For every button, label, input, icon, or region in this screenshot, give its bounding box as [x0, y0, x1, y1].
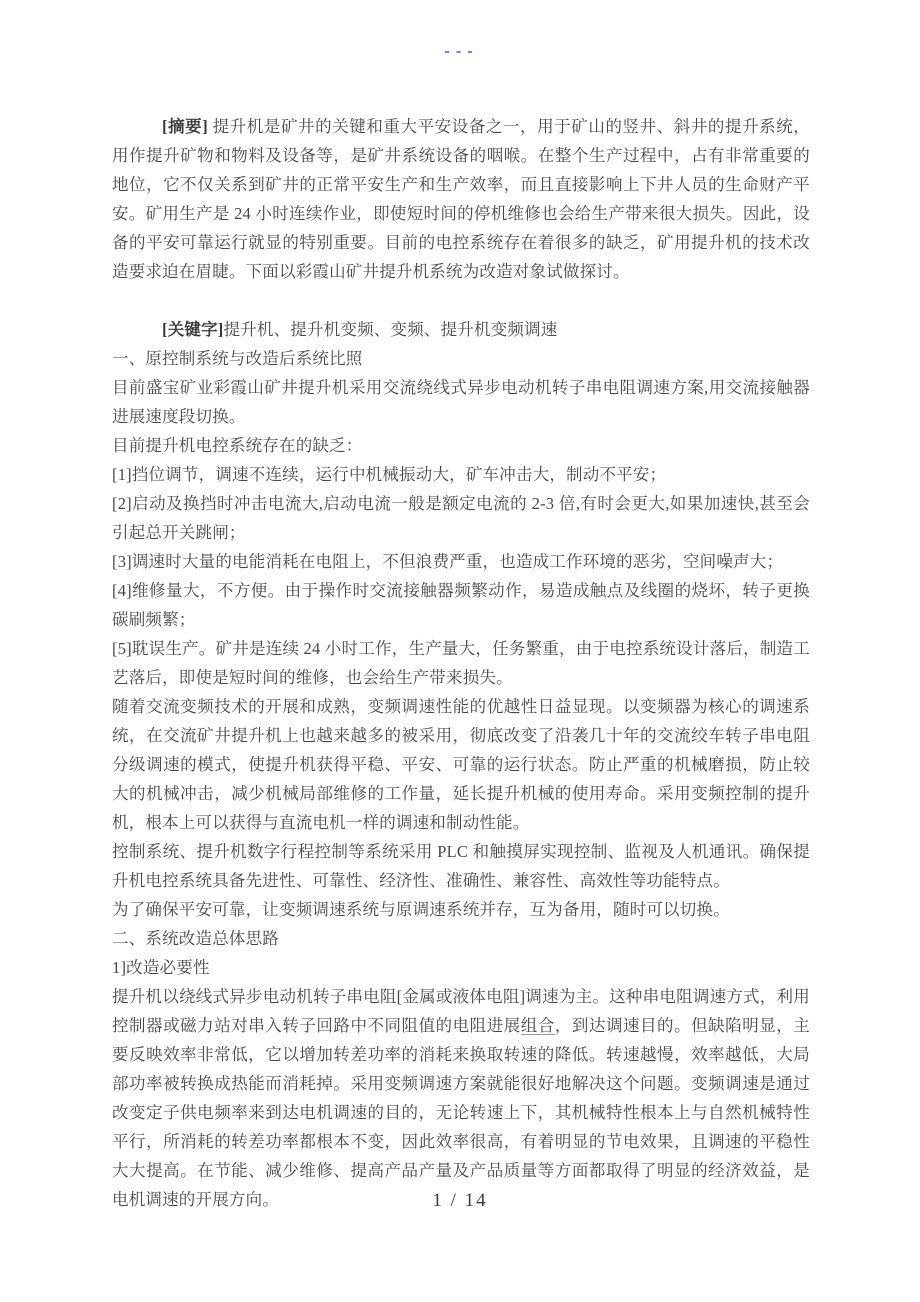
document-body [112, 112, 810, 1214]
section1-intro-paragraph: 目前盛宝矿业彩霞山矿井提升机采用交流绕线式异步电动机转子串电阻调速方案,用交流接触器进展速度段切换。 [112, 378, 810, 426]
keywords-text: 提升机、提升机变频、变频、提升机变频调速 [223, 320, 558, 339]
necessity-text-part1: 提升机以绕线式异步电动机转子串电阻[金属或液体电阻]调速为主。这种串电阻调速方式，利用控制器或磁力站对串入转子回路中不同阻值的电阻进展 [112, 987, 810, 1035]
necessity-text-part2: ，到达调速目的。但缺陷明显，主要反映效率非常低，它以增加转差功率的消耗来换取转速的降低。转速越慢，效率越低，大局部功率被转换成热能而消耗掉。采用变频调速方案就能很好地解决这个问题。变频调速是通过改变定子供电频率来到达电机调速的目的，无论转速上下，其机械特性根本上与自然机械特性平行，所消耗的转差功率都根本不变，因此效率很高，有着明显的节电效果，且调速的平稳性大大提高。在节能、减少维修、提高产品产量及产品质量等方面都取得了明显的经济效益，是电机调速的开展方向。 [112, 1016, 811, 1209]
necessity-underlined-word: 组合 [520, 1016, 555, 1035]
section2-subheading: 1]改造必要性 [112, 958, 210, 977]
defect-item-2: [2]启动及换挡时冲击电流大,启动电流一般是额定电流的 2-3 倍,有时会更大,如果加速快,甚至会引起总开关跳闸； [112, 494, 810, 542]
defect-item-4: [4]维修量大，不方便。由于操作时交流接触器频繁动作，易造成触点及线圈的烧坏，转子更换碳刷频繁； [112, 581, 810, 629]
blank-line [112, 286, 810, 315]
defect-item-5: [5]耽误生产。矿井是连续 24 小时工作，生产量大，任务繁重，由于电控系统设计落后，制造工艺落后，即使是短时间的维修，也会给生产带来损失。 [112, 639, 810, 687]
section1-heading: 一、原控制系统与改造后系统比照 [112, 349, 363, 368]
vfd-benefits-paragraph: 随着交流变频技术的开展和成熟，变频调速性能的优越性日益显现。以变频器为核心的调速系统，在交流矿井提升机上也越来越多的被采用，彻底改变了沿袭几十年的交流绞车转子串电阻分级调速的模式，使提升机获得平稳、平安、可靠的运行状态。防止严重的机械磨损，防止较大的机械冲击，减少机械局部维修的工作量，延长提升机械的使用寿命。采用变频控制的提升机，根本上可以获得与直流电机一样的调速和制动性能。 [112, 697, 810, 832]
page-number-footer: 1 / 14 [432, 1190, 488, 1211]
keywords-paragraph [112, 315, 810, 344]
section2-heading: 二、系统改造总体思路 [112, 929, 279, 948]
abstract-paragraph [112, 112, 810, 286]
defect-item-1: [1]挡位调节，调速不连续，运行中机械振动大，矿车冲击大，制动不平安； [112, 465, 667, 484]
necessity-paragraph [112, 982, 810, 1214]
keywords-label: [关键字] [162, 320, 224, 339]
abstract-label: [摘要] [162, 117, 213, 136]
header-dashes-mark: --- [442, 44, 478, 60]
defects-intro: 目前提升机电控系统存在的缺乏： [112, 436, 363, 455]
coexist-paragraph: 为了确保平安可靠，让变频调速系统与原调速系统并存，互为备用，随时可以切换。 [112, 900, 730, 919]
abstract-text: 提升机是矿井的关键和重大平安设备之一，用于矿山的竖井、斜井的提升系统，用作提升矿物和物料及设备等，是矿井系统设备的咽喉。在整个生产过程中，占有非常重要的地位，它不仅关系到矿井的正常平安生产和生产效率，而且直接影响上下井人员的生命财产平安。矿用生产是 24 小时连续作业，即使短时间的停机维修也会给生产带来很大损失。因此，设备的平安可靠运行就显的特别重要。目前的电控系统存在着很多的缺乏，矿用提升机的技术改造要求迫在眉睫。下面以彩霞山矿井提升机系统为改造对象试做探讨。 [112, 117, 811, 281]
defect-item-3: [3]调速时大量的电能消耗在电阻上，不但浪费严重，也造成工作环境的恶劣，空间噪声大； [112, 552, 784, 571]
plc-control-paragraph: 控制系统、提升机数字行程控制等系统采用 PLC 和触摸屏实现控制、监视及人机通讯。确保提升机电控系统具备先进性、可靠性、经济性、准确性、兼容性、高效性等功能特点。 [112, 842, 810, 890]
